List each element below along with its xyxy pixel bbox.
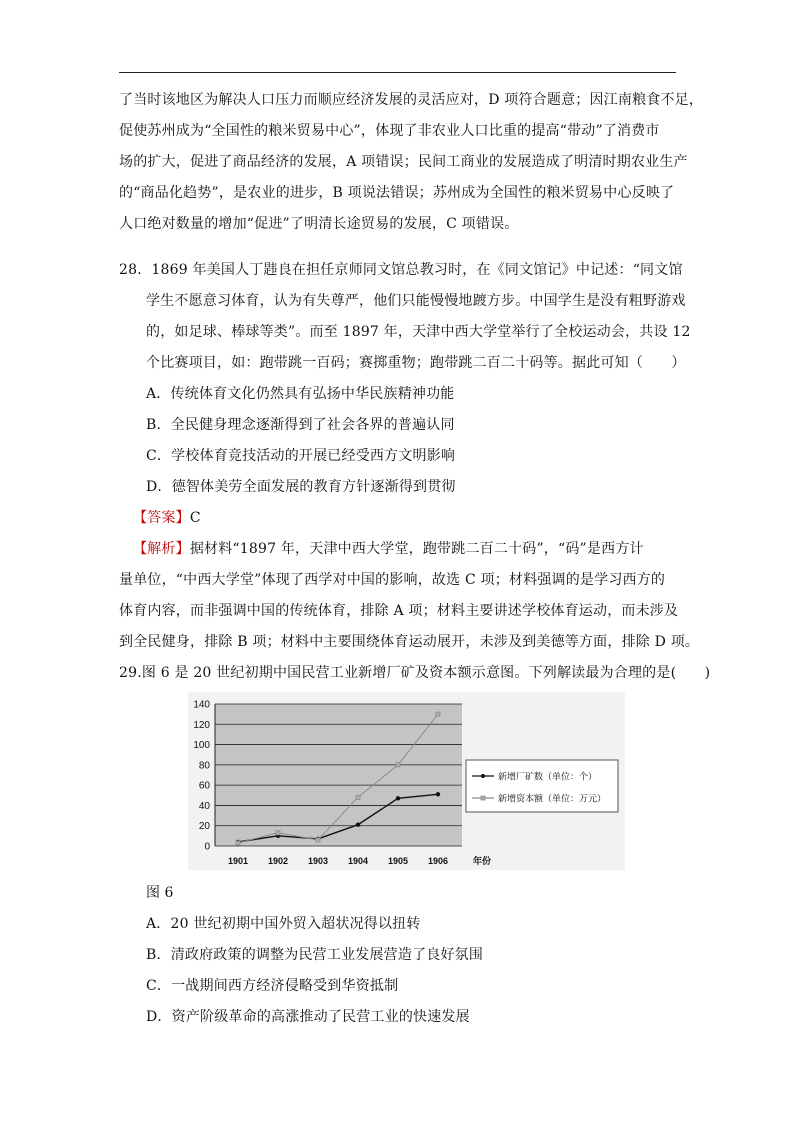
intro-line: 了当时该地区为解决人口压力而顺应经济发展的灵活应对，D 项符合题意；因江南粮食不足，	[119, 92, 704, 108]
legend-label: 新增厂矿数（单位：个）	[498, 772, 598, 783]
analysis-line: 量单位，“中西大学堂”体现了西学对中国的影响，故选 C 项；材料强调的是学习西方的	[119, 572, 666, 588]
q28-option: B．全民健身理念逐渐得到了社会各界的普遍认同	[146, 417, 455, 433]
analysis-text: 据材料“1897 年，天津中西大学堂，跑带跳二百二十码”，“码”是西方计	[189, 541, 644, 557]
data-point	[316, 838, 320, 842]
q28-option: A．传统体育文化仍然具有弘扬中华民族精神功能	[146, 386, 455, 402]
x-axis-label: 年份	[473, 857, 492, 867]
data-point	[436, 792, 440, 796]
q29-option: C．一战期间西方经济侵略受到华资抵制	[146, 978, 399, 994]
q29-stem: 29.图 6 是 20 世纪初期中国民营工业新增厂矿及资本额示意图。下列解读最为合理的是( )	[119, 665, 711, 681]
y-tick-label: 140	[193, 699, 210, 711]
q28-stem-line: 28．1869 年美国人丁韪良在担任京师同文馆总教习时，在《同文馆记》中记述：“同文馆	[119, 262, 683, 278]
figure-label: 图 6	[146, 885, 174, 901]
q29-option: B．清政府政策的调整为民营工业发展营造了良好氛围	[146, 947, 484, 963]
x-tick-label: 1906	[427, 856, 449, 866]
data-point	[396, 796, 400, 800]
x-tick-label: 1904	[347, 856, 369, 866]
analysis-line: 体育内容，而非强调中国的传统体育，排除 A 项；材料主要讲述学校体育运动，而未涉及	[119, 603, 679, 619]
x-tick-label: 1901	[227, 856, 249, 866]
answer-line	[133, 509, 201, 527]
data-point	[276, 831, 280, 835]
legend-marker	[481, 774, 485, 778]
intro-line: 的“商品化趋势”，是农业的进步，B 项说法错误；苏州成为全国性的粮米贸易中心反映了	[119, 185, 675, 201]
q28-stem-line: 个比赛项目，如：跑带跳一百码；赛掷重物；跑带跳二百二十码等。据此可知（ ）	[146, 355, 686, 371]
x-tick-label: 1902	[267, 856, 289, 866]
analysis-line	[133, 540, 644, 558]
data-point	[356, 823, 360, 827]
plot-area	[215, 704, 462, 846]
data-point	[356, 795, 360, 799]
intro-line: 人口绝对数量的增加“促进”了明清长途贸易的发展，C 项错误。	[119, 216, 519, 232]
q28-stem-line: 学生不愿意习体育，认为有失尊严，他们只能慢慢地踱方步。中国学生是没有粗野游戏	[146, 293, 686, 309]
data-point	[396, 763, 400, 767]
data-point	[436, 712, 440, 716]
analysis-tag: 【解析】	[133, 541, 190, 557]
q28-stem-line: 的，如足球、棒球等类”。而至 1897 年，天津中西大学堂举行了全校运动会，共设 12	[146, 324, 691, 340]
intro-line: 场的扩大，促进了商品经济的发展，A 项错误；民间工商业的发展造成了明清时期农业生产	[119, 154, 688, 170]
header-rule	[119, 72, 676, 73]
y-tick-label: 0	[204, 841, 210, 853]
x-tick-label: 1903	[307, 856, 329, 866]
y-tick-label: 20	[198, 821, 210, 833]
legend-marker	[481, 796, 485, 800]
data-point	[236, 841, 240, 845]
q29-option: A．20 世纪初期中国外贸入超状况得以扭转	[146, 916, 421, 932]
q28-option: D．德智体美劳全面发展的教育方针逐渐得到贯彻	[146, 479, 456, 495]
analysis-line: 到全民健身，排除 B 项；材料中主要围绕体育运动展开，未涉及到美德等方面，排除 D 项。	[119, 634, 700, 650]
x-tick-label: 1905	[387, 856, 409, 866]
legend-label: 新增资本额（单位：万元）	[498, 794, 607, 805]
q29-option: D．资产阶级革命的高涨推动了民营工业的快速发展	[146, 1009, 470, 1025]
figure-6-chart	[188, 692, 625, 870]
answer-tag: 【答案】	[133, 510, 190, 526]
intro-line: 促使苏州成为“全国性的粮米贸易中心”，体现了非农业人口比重的提高“带动”了消费市	[119, 123, 660, 139]
y-tick-label: 40	[198, 800, 210, 812]
y-tick-label: 80	[198, 760, 210, 772]
answer-value: C	[189, 510, 201, 526]
y-tick-label: 120	[193, 719, 210, 731]
q28-option: C．学校体育竞技活动的开展已经受西方文明影响	[146, 448, 456, 464]
y-tick-label: 60	[198, 780, 210, 792]
y-tick-label: 100	[193, 740, 210, 752]
